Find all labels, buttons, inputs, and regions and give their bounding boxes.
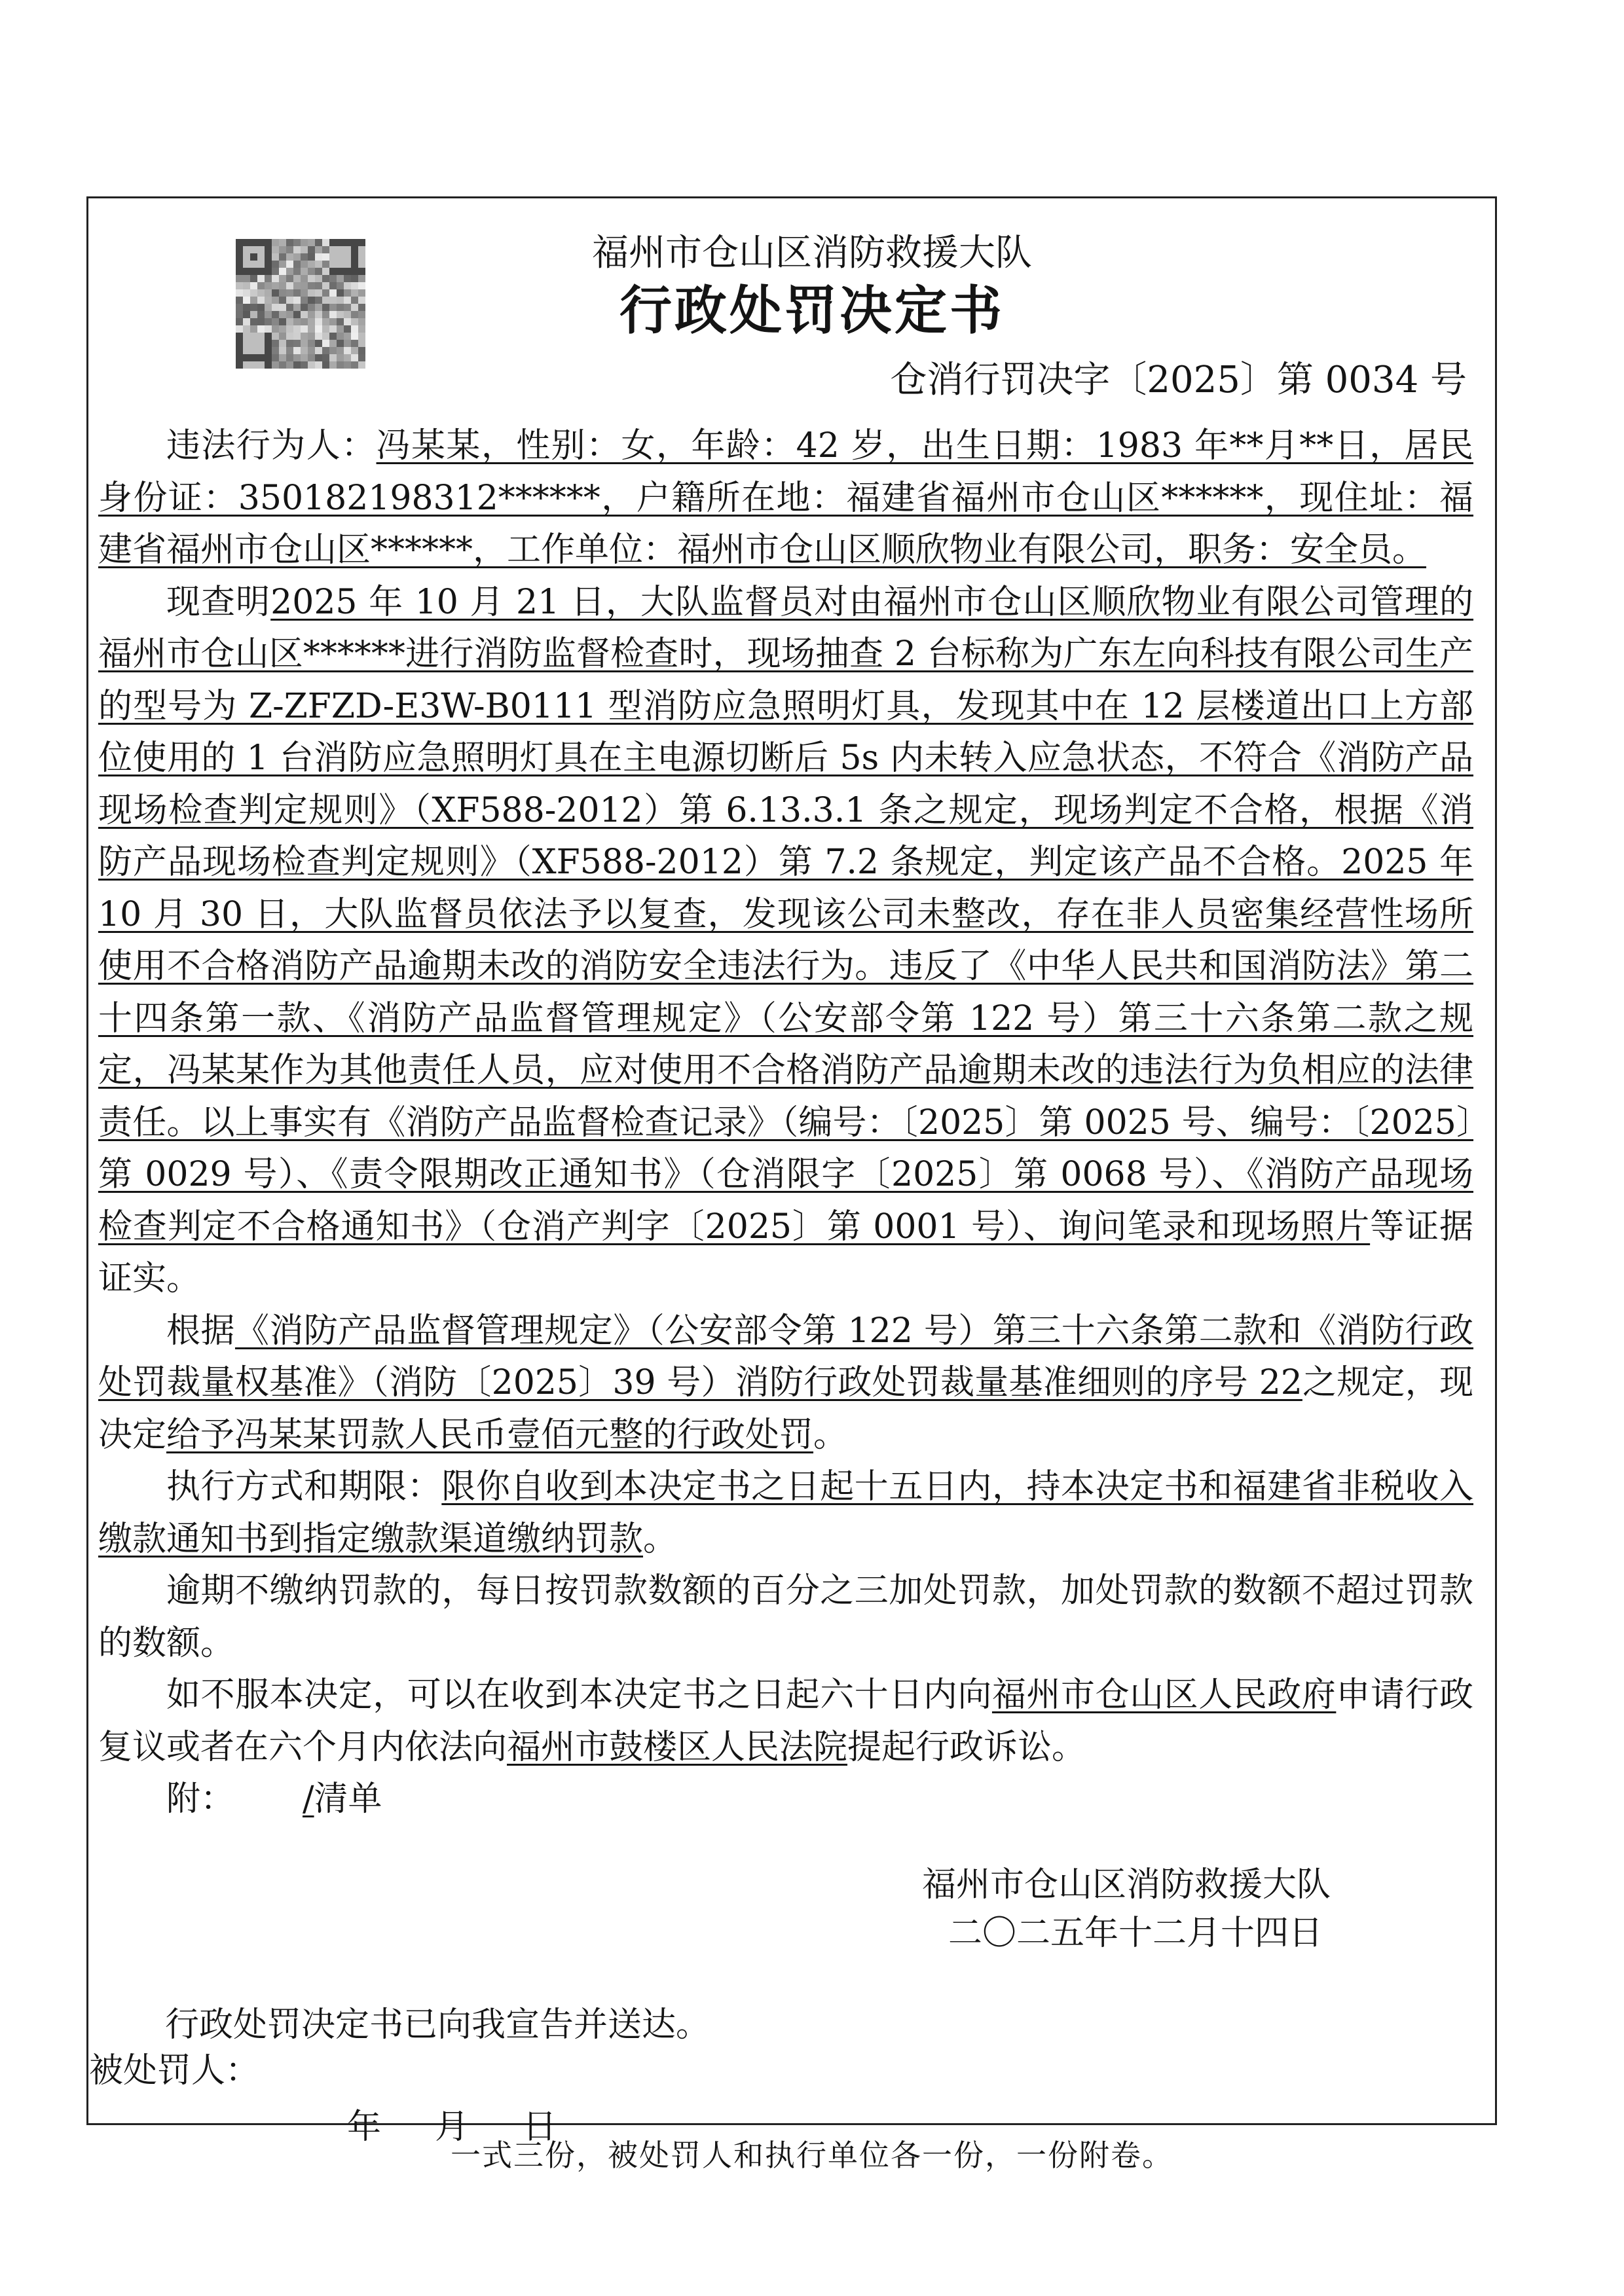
paragraph-attachment: [98, 1774, 1473, 1826]
appeal-text-b: 申请行政复议或者在六个月内依法向: [98, 1675, 1473, 1767]
offender-label: 违法行为人：: [166, 426, 377, 465]
offender-details: 冯某某，性别：女，年龄：42 岁，出生日期：1983 年**月**日，居民身份证：350182198312******，户籍所在地：福建省福州市仓山区******，现住址：福建省福州市仓山区******，工作单位：福州市仓山区顺欣物业有限公司，职务：安全员。: [98, 426, 1473, 570]
facts-text: 2025 年 10 月 21 日，大队监督员对由福州市仓山区顺欣物业有限公司管理的福州市仓山区******进行消防监督检查时，现场抽查 2 台标称为广东左向科技有限公司生产的型号为 Z-ZFZD-E3W-B0111 型消防应急照明灯具，发现其中在 12 层楼道出口上方部位使用的 1 台消防应急照明灯具在主电源切断后 5s 内未转入应急状态，不符合《消防产品现场检查判定规则》（XF588-2012）第 6.13.3.1 条之规定，现场判定不合格，根据《消防产品现场检查判定规则》（XF588-2012）第 7.2 条规定，判定该产品不合格。2025 年 10 月 30 日，大队监督员依法予以复查，发现该公司未整改，存在非人员密集经营性场所使用不合格消防产品逾期未改的消防安全违法行为。违反了《中华人民共和国消防法》第二十四条第一款、《消防产品监督管理规定》（公安部令第 122 号）第三十六条第二款之规定，冯某某作为其他责任人员，应对使用不合格消防产品逾期未改的违法行为负相应的法律责任。以上事实有《消防产品监督检查记录》（编号：〔2025〕第 0025 号、编号：〔2025〕第 0029 号）、《责令限期改正通知书》（仓消限字〔2025〕第 0068 号）、《消防产品现场检查判定不合格通知书》（仓消产判字〔2025〕第 0001 号）、询问笔录和现场照片: [98, 582, 1473, 1247]
paragraph-late-payment: 逾期不缴纳罚款的，每日按罚款数额的百分之三加处罚款，加处罚款的数额不超过罚款的数额。: [98, 1571, 1473, 1663]
document-title: 行政处罚决定书: [619, 280, 1005, 341]
decision-text: 给予冯某某罚款人民币壹佰元整的行政处罚: [166, 1415, 814, 1455]
paragraph-execution: [98, 1461, 1473, 1565]
basis-text: 《消防产品监督管理规定》（公安部令第 122 号）第三十六条第二款和《消防行政处罚裁量权基准》（消防〔2025〕39 号）消防行政处罚裁量基准细则的序号 22: [98, 1311, 1473, 1402]
attachment-label: 附：: [166, 1779, 235, 1819]
execution-label: 执行方式和期限：: [166, 1467, 442, 1506]
appeal-text-c: 提起行政诉讼。: [847, 1727, 1086, 1767]
appeal-government: 福州市仓山区人民政府: [991, 1675, 1337, 1715]
attachment-value: /: [303, 1779, 314, 1819]
attachment-suffix: 清单: [314, 1779, 382, 1819]
penalized-party-label: 被处罚人：: [89, 2051, 260, 2090]
acknowledgement-text: 行政处罚决定书已向我宣告并送达。: [165, 2005, 710, 2045]
execution-tail: 。: [643, 1519, 678, 1559]
issuing-organization: 福州市仓山区消防救援大队: [592, 232, 1032, 274]
basis-mid: 之规定，现决定: [98, 1363, 1473, 1455]
paragraph-facts: [98, 577, 1473, 1305]
signature-date: 二〇二五年十二月十四日: [948, 1914, 1323, 1953]
copies-note: 一式三份，被处罚人和执行单位各一份，一份附卷。: [451, 2138, 1173, 2173]
signature-organization: 福州市仓山区消防救援大队: [922, 1865, 1331, 1904]
paragraph-appeal: [98, 1669, 1473, 1774]
basis-tail: 。: [813, 1415, 848, 1455]
execution-text: 限你自收到本决定书之日起十五日内，持本决定书和福建省非税收入缴款通知书到指定缴款渠道缴纳罚款: [98, 1467, 1473, 1559]
facts-tail: 等证据证实。: [98, 1207, 1473, 1298]
paragraph-offender: [98, 420, 1473, 577]
facts-lead: 现查明: [166, 582, 271, 622]
date-day: 日: [523, 2107, 559, 2147]
date-year: 年: [347, 2107, 383, 2147]
basis-lead: 根据: [166, 1311, 235, 1351]
date-month: 月: [435, 2107, 471, 2147]
appeal-text-a: 如不服本决定，可以在收到本决定书之日起六十日内向: [166, 1675, 992, 1715]
document-number: 仓消行罚决字〔2025〕第 0034 号: [890, 359, 1467, 401]
document-body: [98, 420, 1473, 1826]
paragraph-basis: [98, 1305, 1473, 1462]
appeal-court: 福州市鼓楼区人民法院: [507, 1727, 848, 1767]
